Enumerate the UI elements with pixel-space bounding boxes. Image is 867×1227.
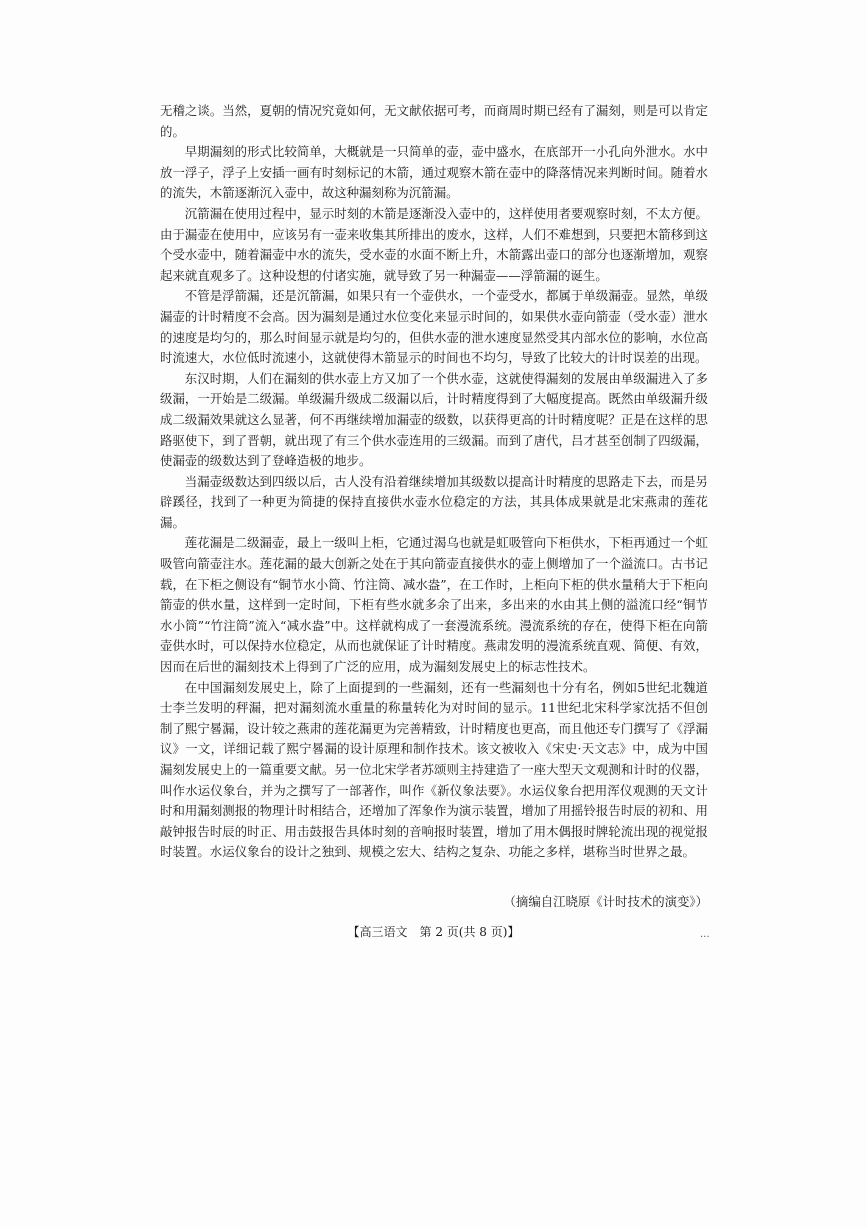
page-footer: 【高三语文 第 2 页(共 8 页)】 [347, 925, 520, 939]
paragraph-1: 无稽之谈。当然，夏朝的情况究竟如何，无文献依据可考，而商周时期已经有了漏刻，则是可以肯定的。 [160, 103, 708, 139]
paragraph-7: 莲花漏是二级漏壶，最上一级叫上柜，它通过渴乌也就是虹吸管向下柜供水，下柜再通过一个虹吸管向箭壶注水。莲花漏的最大创新之处在于其向箭壶直接供水的壶上侧增加了一个溢流口。古书记载，在下柜之侧设有“铜节水小筒、竹注筒、减水盎”，在工作时，上柜向下柜的供水量稍大于下柜向箭壶的供水量，这样到一定时间，下柜有些水就多余了出来，多出来的水由其上侧的溢流口经“铜节水小筒”“竹注筒”流入“减水盎”中。这样就构成了一套漫流系统。漫流系统的存在，使得下柜在向箭壶供水时，可以保持水位稳定，从而也就保证了计时精度。燕肃发明的漫流系统直观、简便、有效，因而在后世的漏刻技术上得到了广泛的应用，成为漏刻发展史上的标志性技术。 [160, 535, 708, 675]
paragraph-2: 早期漏刻的形式比较简单，大概就是一只简单的壶，壶中盛水，在底部开一小孔向外泄水。水中放一浮子，浮子上安插一画有时刻标记的木箭，通过观察木箭在壶中的降落情况来判断时间。随着水的流失，木箭逐渐沉入壶中，故这种漏刻称为沉箭漏。 [160, 144, 708, 201]
paragraph-3: 沉箭漏在使用过程中，显示时刻的木箭是逐渐没入壶中的，这样使用者要观察时刻，不太方便。由于漏壶在使用中，应该另有一壶来收集其所排出的废水，这样，人们不难想到，只要把木箭移到这个受水壶中，随着漏壶中水的流失，受水壶的水面不断上升，木箭露出壶口的部分也逐渐增加，观察起来就直观多了。这种设想的付诸实施，就导致了另一种漏壶——浮箭漏的诞生。 [160, 205, 708, 283]
paragraph-5: 东汉时期，人们在漏刻的供水壶上方又加了一个供水壶，这就使得漏刻的发展由单级漏进入了多级漏，一开始是二级漏。单级漏升级成二级漏以后，计时精度得到了大幅度提高。既然由单级漏升级成二级漏效果就这么显著，何不再继续增加漏壶的级数，以获得更高的计时精度呢？正是在这样的思路驱使下，到了晋朝，就出现了有三个供水壶连用的三级漏。而到了唐代，吕才甚至创制了四级漏，使漏壶的级数达到了登峰造极的地步。 [160, 370, 708, 469]
paragraph-8: 在中国漏刻发展史上，除了上面提到的一些漏刻，还有一些漏刻也十分有名，例如5世纪北魏道士李兰发明的秤漏，把对漏刻流水重量的称量转化为对时间的显示。11世纪北宋科学家沈括不但创制了熙宁晷漏，设计较之燕肃的莲花漏更为完善精致，计时精度也更高，而且他还专门撰写了《浮漏议》一文，详细记载了熙宁晷漏的设计原理和制作技术。该文被收入《宋史·天文志》中，成为中国漏刻发展史上的一篇重要文献。另一位北宋学者苏颂则主持建造了一座大型天文观测和计时的仪器，叫作水运仪象台，并为之撰写了一部著作，叫作《新仪象法要》。水运仪象台把用浑仪观测的天文计时和用漏刻测报的物理计时相结合，还增加了浑象作为演示装置，增加了用摇铃报告时辰的初和、用敲钟报告时辰的时正、用击鼓报告具体时刻的音响报时装置，增加了用木偶报时牌轮流出现的视觉报时装置。水运仪象台的设计之独到、规模之宏大、结构之复杂、功能之多样，堪称当时世界之最。 [160, 679, 708, 860]
article-body [160, 101, 708, 863]
source-citation: （摘编自江晓原《计时技术的演变》） [503, 894, 708, 909]
paragraph-6: 当漏壶级数达到四级以后，古人没有沿着继续增加其级数以提高计时精度的思路走下去，而是另辟蹊径，找到了一种更为简捷的保持直接供水壶水位稳定的方法，其具体成果就是北宋燕肃的莲花漏。 [160, 473, 708, 530]
paragraph-4: 不管是浮箭漏，还是沉箭漏，如果只有一个壶供水，一个壶受水，都属于单级漏壶。显然，单级漏壶的计时精度不会高。因为漏刻是通过水位变化来显示时间的，如果供水壶向箭壶（受水壶）泄水的速度是均匀的，那么时间显示就是均匀的，但供水壶的泄水速度显然受其内部水位的影响，水位高时流速大，水位低时流速小，这就使得木箭显示的时间也不均匀，导致了比较大的计时误差的出现。 [160, 288, 708, 366]
footer-mark: ... [700, 929, 710, 940]
